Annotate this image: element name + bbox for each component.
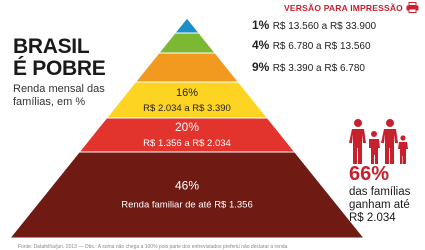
pyramid-tier-1pct — [175, 18, 199, 33]
pyramid-tier-9pct — [136, 53, 239, 82]
tier-percent-label: 16% — [175, 87, 199, 99]
page-title: BRASIL É POBRE — [13, 35, 106, 80]
tier-side-label: 1% R$ 13.560 a R$ 33.900 — [252, 18, 377, 32]
highlight-callout — [349, 164, 410, 225]
highlight-description: das famílias ganham até R$ 2.034 — [349, 186, 411, 224]
tier-percent-label: 46% — [174, 178, 200, 193]
pyramid-tier-46pct — [10, 152, 364, 238]
tier-range-label: Renda familiar de até R$ 1.356 — [121, 199, 253, 211]
pyramid-tier-4pct — [159, 33, 215, 53]
tier-percent-label: 20% — [174, 120, 200, 134]
chart-subtitle: Renda mensal das famílias, em % — [13, 83, 105, 108]
tier-range-label: R$ 2.034 a R$ 3.390 — [143, 103, 231, 114]
print-version-label: VERSÃO PARA IMPRESSÃO — [284, 2, 403, 13]
footnote: Fonte: Datafolha/jun. 2013 — Obs.: A soma não chega a 100% pois parte dos entrevistados preferiu não declarar a renda — [18, 244, 288, 250]
highlight-percent: 66% — [349, 163, 390, 185]
tier-range-label: R$ 1.356 a R$ 2.034 — [143, 138, 231, 149]
tier-side-label: 9% R$ 3.390 a R$ 6.780 — [252, 60, 365, 74]
tier-side-label: 4% R$ 6.780 a R$ 13.560 — [252, 38, 371, 52]
family-icon — [349, 118, 409, 169]
